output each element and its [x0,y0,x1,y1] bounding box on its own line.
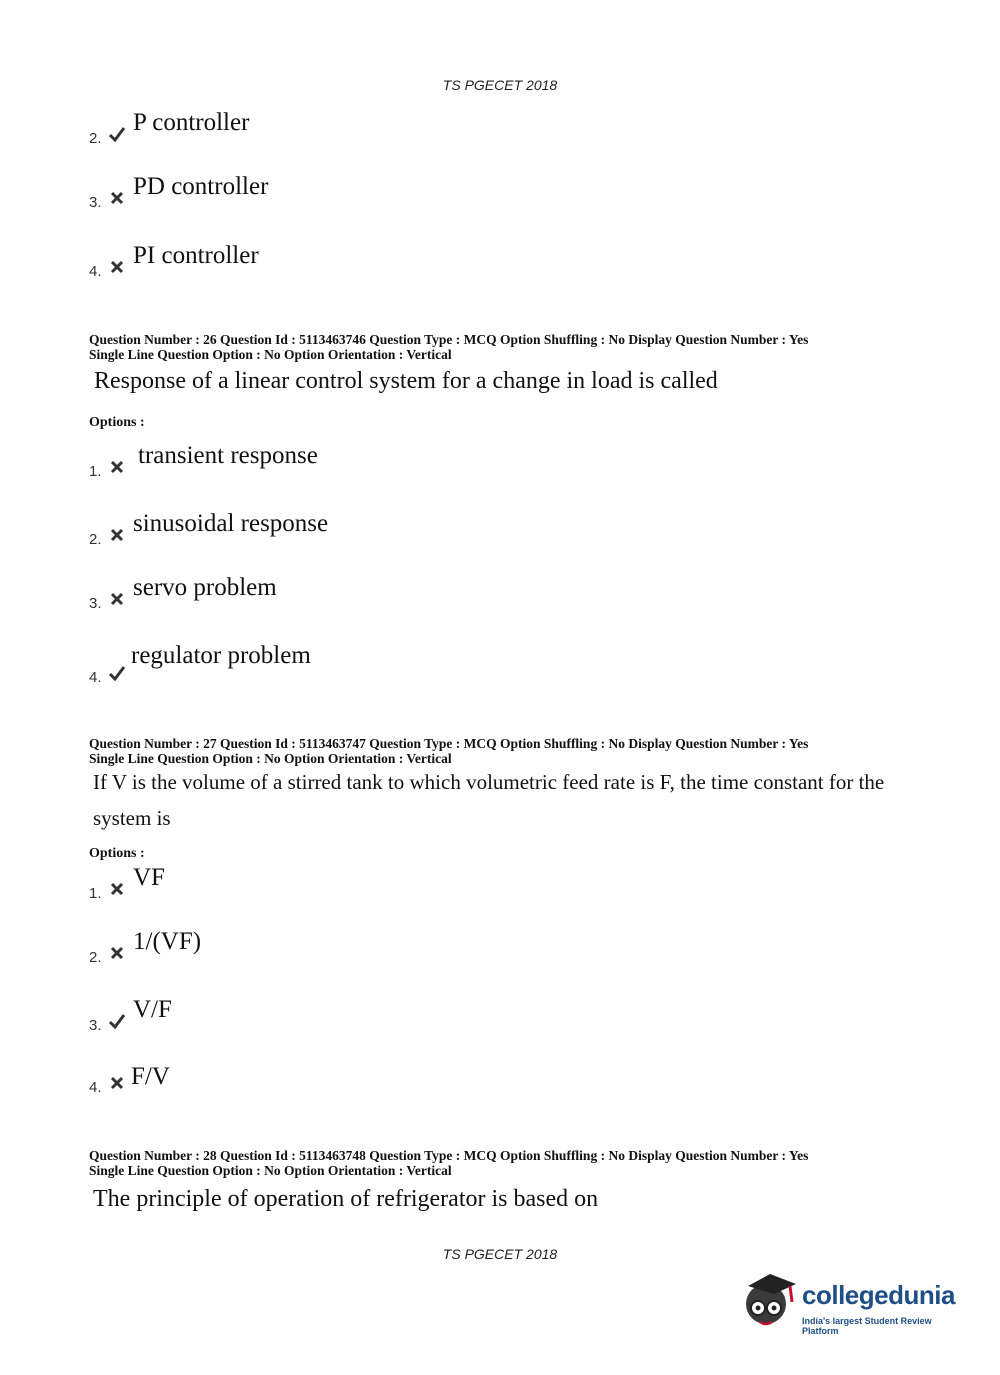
option-number: 3. [89,1017,102,1034]
brand-tagline: India's largest Student Review Platform [802,1316,932,1336]
option-text: PI controller [133,242,259,269]
question-text: If V is the volume of a stirred tank to which volumetric feed rate is F, the time constant for the [93,770,885,794]
question-meta-line: Single Line Question Option : No Option Orientation : Vertical [89,1163,452,1178]
page-header: TS PGECET 2018 [442,77,558,93]
option-text: PD controller [133,173,269,200]
question-text: The principle of operation of refrigerator is based on [93,1186,599,1212]
brand-name: collegedunia [802,1280,955,1310]
question-meta [89,1148,808,1178]
option-number: 4. [89,669,102,686]
option-text: regulator problem [131,642,311,669]
options-label: Options : [89,846,145,861]
options-label: Options : [89,415,145,430]
question-meta [89,736,808,766]
question-meta-line: Question Number : 28 Question Id : 5113463748 Question Type : MCQ Option Shuffling : No Display Question Number : Yes [89,1148,809,1163]
option-number: 1. [89,885,102,902]
question-meta-line: Question Number : 26 Question Id : 5113463746 Question Type : MCQ Option Shuffling : No Display Question Number : Yes [89,332,809,347]
option-text: P controller [133,109,250,136]
option-text: servo problem [133,574,277,601]
question-text: system is [93,806,171,830]
option-number: 3. [89,194,102,211]
page-footer-header: TS PGECET 2018 [442,1246,558,1262]
mascot-icon [740,1268,800,1338]
option-number: 2. [89,130,102,147]
option-text: V/F [133,996,172,1023]
option-number: 2. [89,531,102,548]
cross-icon [108,880,126,898]
cross-icon [108,944,126,962]
question-meta [89,332,808,362]
question-meta-line: Single Line Question Option : No Option Orientation : Vertical [89,347,452,362]
option-number: 4. [89,1079,102,1096]
option-number: 3. [89,595,102,612]
collegedunia-logo [740,1268,970,1338]
cross-icon [108,189,126,207]
check-icon [108,1012,126,1030]
question-meta-line: Question Number : 27 Question Id : 5113463747 Question Type : MCQ Option Shuffling : No Display Question Number : Yes [89,736,809,751]
option-text: F/V [131,1063,170,1090]
question-text: Response of a linear control system for a change in load is called [94,368,718,394]
cross-icon [108,590,126,608]
option-number: 4. [89,263,102,280]
option-number: 1. [89,463,102,480]
option-number: 2. [89,949,102,966]
check-icon [108,664,126,682]
cross-icon [108,258,126,276]
cross-icon [108,458,126,476]
option-text: sinusoidal response [133,510,329,537]
option-text: VF [133,864,165,891]
question-meta-line: Single Line Question Option : No Option Orientation : Vertical [89,751,452,766]
check-icon [108,125,126,143]
cross-icon [108,526,126,544]
option-text: 1/(VF) [133,928,202,955]
option-text: transient response [138,442,318,469]
cross-icon [108,1074,126,1092]
